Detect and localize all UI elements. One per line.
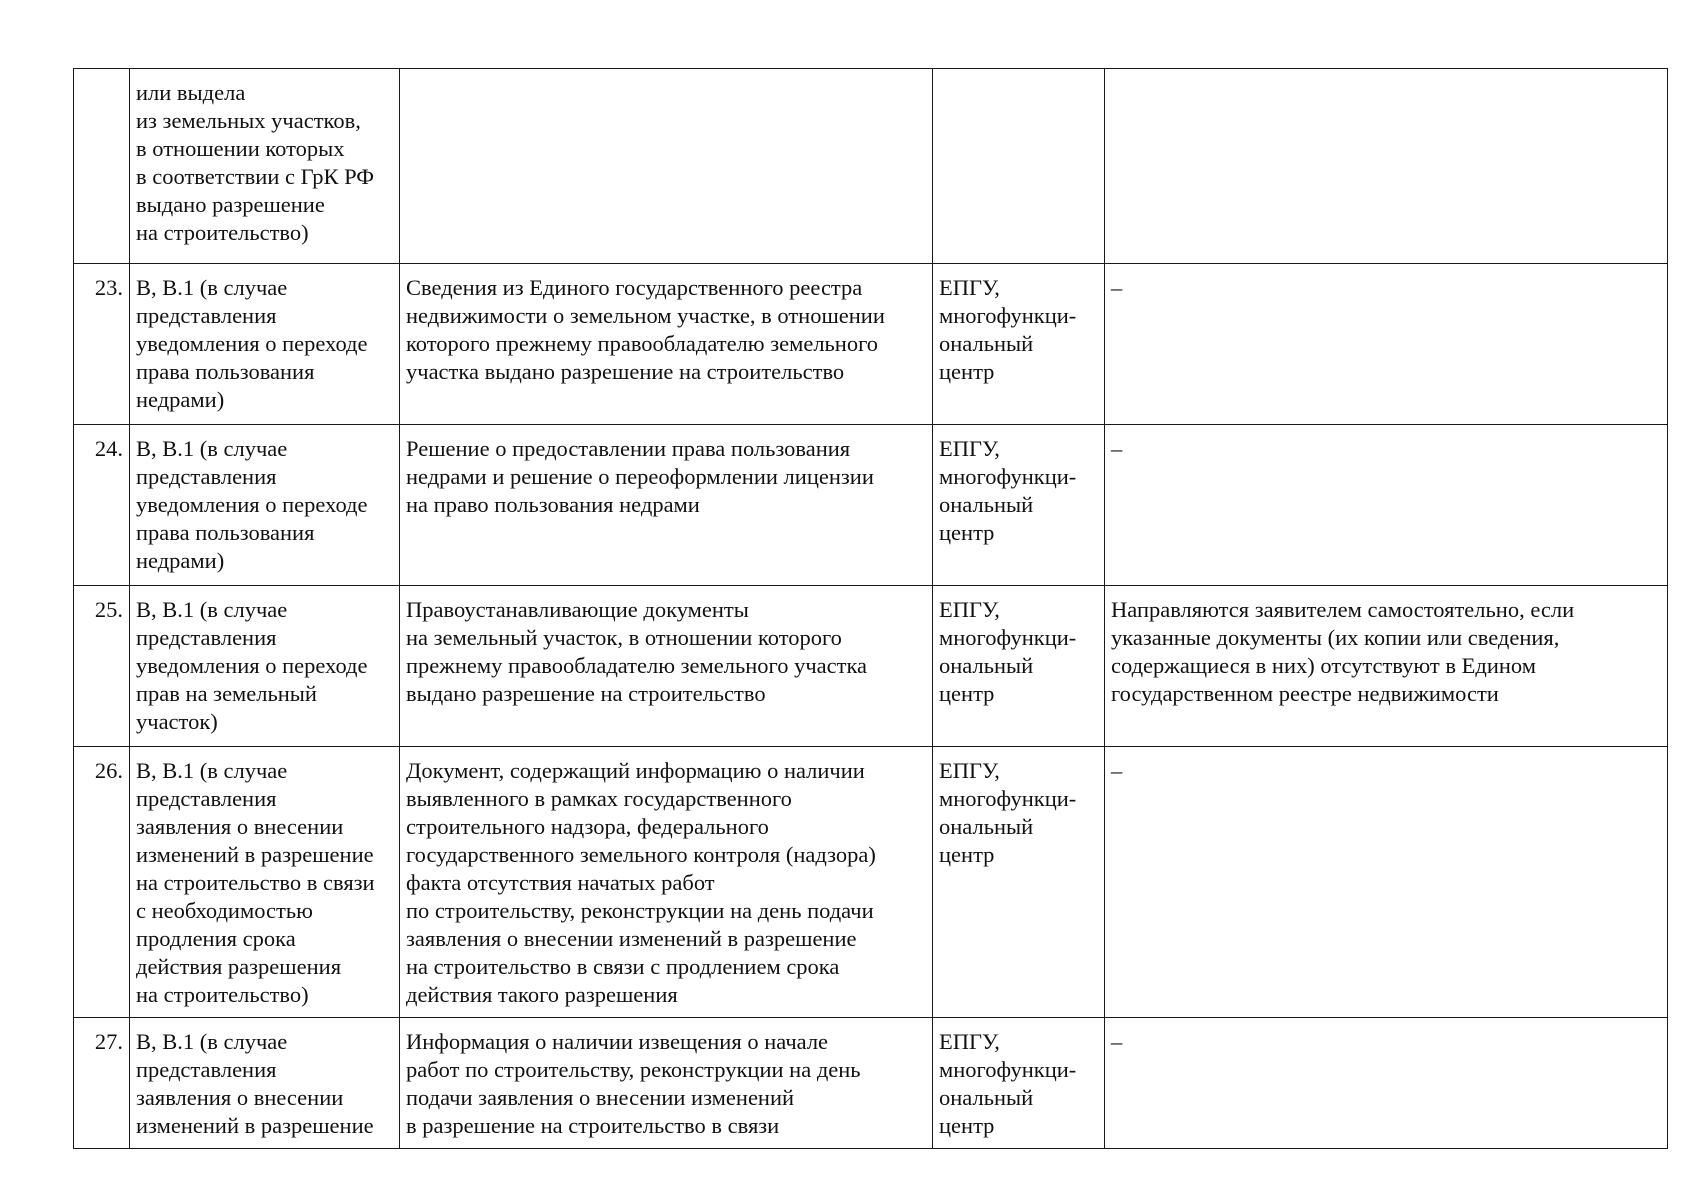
source-cell: ЕПГУ, многофункци- ональный центр bbox=[933, 264, 1105, 425]
source-cell: ЕПГУ, многофункци- ональный центр bbox=[933, 586, 1105, 747]
row-number: 26. bbox=[74, 747, 130, 1018]
note-cell: – bbox=[1105, 425, 1668, 586]
documents-table bbox=[73, 68, 1668, 1149]
note-cell bbox=[1105, 69, 1668, 264]
applicant-cell: В, В.1 (в случае представления уведомления о переходе права пользования недрами) bbox=[130, 264, 400, 425]
document-cell: Информация о наличии извещения о начале работ по строительству, реконструкции на день подачи заявления о внесении изменений в разрешение на строительство в связи bbox=[400, 1018, 933, 1149]
applicant-cell: В, В.1 (в случае представления уведомления о переходе права пользования недрами) bbox=[130, 425, 400, 586]
table-row-continuation bbox=[74, 69, 1668, 264]
note-cell: – bbox=[1105, 747, 1668, 1018]
applicant-cell: или выдела из земельных участков, в отношении которых в соответствии с ГрК РФ выдано разрешение на строительство) bbox=[130, 69, 400, 264]
row-number: 27. bbox=[74, 1018, 130, 1149]
applicant-cell: В, В.1 (в случае представления уведомления о переходе прав на земельный участок) bbox=[130, 586, 400, 747]
table-row bbox=[74, 1018, 1668, 1149]
row-number: 24. bbox=[74, 425, 130, 586]
table-row bbox=[74, 586, 1668, 747]
note-cell: – bbox=[1105, 264, 1668, 425]
document-cell: Правоустанавливающие документы на земельный участок, в отношении которого прежнему правообладателю земельного участка выдано разрешение на строительство bbox=[400, 586, 933, 747]
document-cell: Сведения из Единого государственного реестра недвижимости о земельном участке, в отношении которого прежнему правообладателю земельного участка выдано разрешение на строительство bbox=[400, 264, 933, 425]
table-row bbox=[74, 425, 1668, 586]
row-number bbox=[74, 69, 130, 264]
note-cell: Направляются заявителем самостоятельно, если указанные документы (их копии или сведения, содержащиеся в них) отсутствуют в Едином государственном реестре недвижимости bbox=[1105, 586, 1668, 747]
note-cell: – bbox=[1105, 1018, 1668, 1149]
source-cell: ЕПГУ, многофункци- ональный центр bbox=[933, 1018, 1105, 1149]
source-cell bbox=[933, 69, 1105, 264]
table-row bbox=[74, 747, 1668, 1018]
document-cell bbox=[400, 69, 933, 264]
source-cell: ЕПГУ, многофункци- ональный центр bbox=[933, 425, 1105, 586]
applicant-cell: В, В.1 (в случае представления заявления о внесении изменений в разрешение на строительство в связи с необходимостью продления срока действия разрешения на строительство) bbox=[130, 747, 400, 1018]
document-cell: Решение о предоставлении права пользования недрами и решение о переоформлении лицензии на право пользования недрами bbox=[400, 425, 933, 586]
row-number: 23. bbox=[74, 264, 130, 425]
row-number: 25. bbox=[74, 586, 130, 747]
source-cell: ЕПГУ, многофункци- ональный центр bbox=[933, 747, 1105, 1018]
table-row bbox=[74, 264, 1668, 425]
applicant-cell: В, В.1 (в случае представления заявления о внесении изменений в разрешение bbox=[130, 1018, 400, 1149]
document-cell: Документ, содержащий информацию о наличии выявленного в рамках государственного строительного надзора, федерального государственного земельного контроля (надзора) факта отсутствия начатых работ по строительству, реконструкции на день подачи заявления о внесении изменений в разрешение на строительство в связи с продлением срока действия такого разрешения bbox=[400, 747, 933, 1018]
